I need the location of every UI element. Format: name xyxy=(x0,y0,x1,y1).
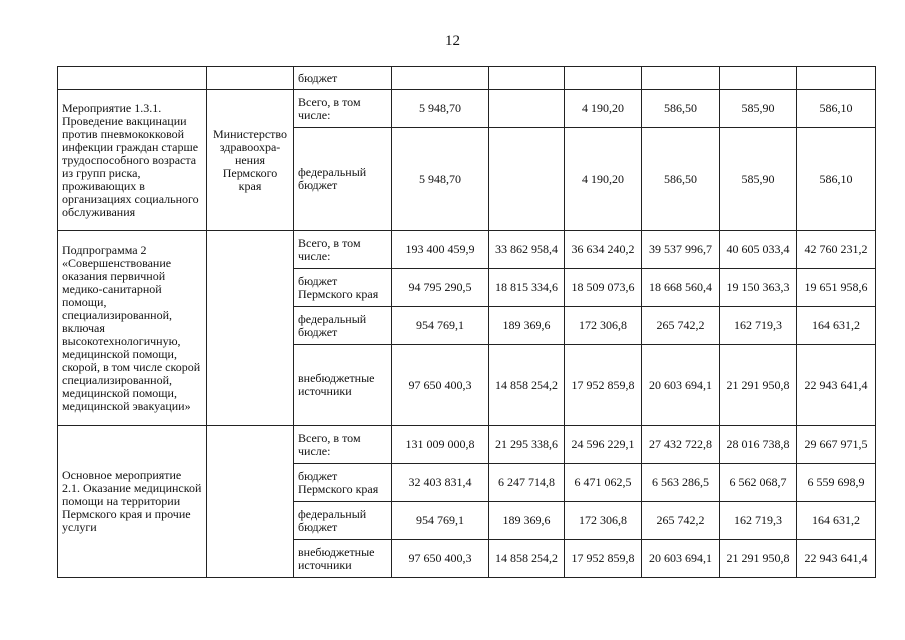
value-cell: 17 952 859,8 xyxy=(565,540,642,578)
value-cell: 20 603 694,1 xyxy=(642,540,720,578)
value-cell: 954 769,1 xyxy=(392,307,489,345)
value-cell: 265 742,2 xyxy=(642,502,720,540)
value-cell: 18 509 073,6 xyxy=(565,269,642,307)
value-cell: 14 858 254,2 xyxy=(489,540,565,578)
value-cell: 42 760 231,2 xyxy=(797,231,876,269)
value-cell: 6 471 062,5 xyxy=(565,464,642,502)
value-cell: 6 562 068,7 xyxy=(720,464,797,502)
value-cell: 585,90 xyxy=(720,90,797,128)
value-cell: 27 432 722,8 xyxy=(642,426,720,464)
value-cell: 32 403 831,4 xyxy=(392,464,489,502)
value-cell: 586,50 xyxy=(642,128,720,231)
value-cell: 28 016 738,8 xyxy=(720,426,797,464)
program-name-cell xyxy=(58,67,207,90)
value-cell: 40 605 033,4 xyxy=(720,231,797,269)
value-cell xyxy=(489,67,565,90)
value-cell: 36 634 240,2 xyxy=(565,231,642,269)
executor-cell xyxy=(207,231,294,426)
value-cell: 97 650 400,3 xyxy=(392,345,489,426)
value-cell: 21 295 338,6 xyxy=(489,426,565,464)
funding-source-cell: внебюджетные источники xyxy=(294,345,392,426)
value-cell: 164 631,2 xyxy=(797,502,876,540)
value-cell: 172 306,8 xyxy=(565,502,642,540)
value-cell: 21 291 950,8 xyxy=(720,540,797,578)
value-cell: 6 563 286,5 xyxy=(642,464,720,502)
value-cell: 162 719,3 xyxy=(720,307,797,345)
funding-source-cell: бюджет xyxy=(294,67,392,90)
value-cell: 164 631,2 xyxy=(797,307,876,345)
table-row xyxy=(58,426,876,464)
value-cell: 193 400 459,9 xyxy=(392,231,489,269)
value-cell xyxy=(642,67,720,90)
program-name-cell: Основное мероприятие 2.1. Оказание медицинской помощи на территории Пермского края и прочие услуги xyxy=(58,426,207,578)
value-cell xyxy=(720,67,797,90)
value-cell: 97 650 400,3 xyxy=(392,540,489,578)
value-cell: 24 596 229,1 xyxy=(565,426,642,464)
value-cell xyxy=(489,90,565,128)
value-cell: 189 369,6 xyxy=(489,307,565,345)
executor-cell xyxy=(207,426,294,578)
value-cell: 18 815 334,6 xyxy=(489,269,565,307)
value-cell: 586,10 xyxy=(797,90,876,128)
value-cell xyxy=(565,67,642,90)
table-row xyxy=(58,90,876,128)
value-cell: 954 769,1 xyxy=(392,502,489,540)
funding-source-cell: Всего, в том числе: xyxy=(294,426,392,464)
value-cell: 94 795 290,5 xyxy=(392,269,489,307)
funding-source-cell: внебюджетные источники xyxy=(294,540,392,578)
value-cell: 162 719,3 xyxy=(720,502,797,540)
value-cell xyxy=(797,67,876,90)
funding-source-cell: Всего, в том числе: xyxy=(294,90,392,128)
value-cell: 585,90 xyxy=(720,128,797,231)
value-cell: 6 559 698,9 xyxy=(797,464,876,502)
value-cell: 189 369,6 xyxy=(489,502,565,540)
value-cell xyxy=(392,67,489,90)
value-cell: 33 862 958,4 xyxy=(489,231,565,269)
executor-cell: Министерство здравоохра-нения Пермского края xyxy=(207,90,294,231)
value-cell: 172 306,8 xyxy=(565,307,642,345)
value-cell: 586,50 xyxy=(642,90,720,128)
value-cell: 21 291 950,8 xyxy=(720,345,797,426)
value-cell: 19 150 363,3 xyxy=(720,269,797,307)
funding-source-cell: федеральный бюджет xyxy=(294,307,392,345)
program-name-cell: Мероприятие 1.3.1. Проведение вакцинации против пневмококковой инфекции граждан старше трудоспособного возраста из групп риска, проживающих в организациях социального обслуживания xyxy=(58,90,207,231)
value-cell: 14 858 254,2 xyxy=(489,345,565,426)
page-number: 12 xyxy=(445,33,460,49)
value-cell: 18 668 560,4 xyxy=(642,269,720,307)
table-row xyxy=(58,231,876,269)
value-cell: 29 667 971,5 xyxy=(797,426,876,464)
value-cell: 4 190,20 xyxy=(565,90,642,128)
value-cell: 131 009 000,8 xyxy=(392,426,489,464)
value-cell xyxy=(489,128,565,231)
value-cell: 6 247 714,8 xyxy=(489,464,565,502)
funding-source-cell: федеральный бюджет xyxy=(294,128,392,231)
value-cell: 4 190,20 xyxy=(565,128,642,231)
value-cell: 20 603 694,1 xyxy=(642,345,720,426)
value-cell: 22 943 641,4 xyxy=(797,540,876,578)
executor-cell xyxy=(207,67,294,90)
program-name-cell: Подпрограмма 2 «Совершенствование оказания первичной медико-санитарной помощи, специализированной, включая высокотехнологичную, медицинской помощи, скорой, в том числе скорой специализированной, медицинской помощи, медицинской эвакуации» xyxy=(58,231,207,426)
value-cell: 39 537 996,7 xyxy=(642,231,720,269)
value-cell: 19 651 958,6 xyxy=(797,269,876,307)
funding-source-cell: бюджет Пермского края xyxy=(294,269,392,307)
funding-source-cell: бюджет Пермского края xyxy=(294,464,392,502)
value-cell: 265 742,2 xyxy=(642,307,720,345)
value-cell: 5 948,70 xyxy=(392,90,489,128)
value-cell: 17 952 859,8 xyxy=(565,345,642,426)
value-cell: 5 948,70 xyxy=(392,128,489,231)
funding-source-cell: федеральный бюджет xyxy=(294,502,392,540)
value-cell: 22 943 641,4 xyxy=(797,345,876,426)
funding-source-cell: Всего, в том числе: xyxy=(294,231,392,269)
budget-table xyxy=(57,66,876,578)
table-row xyxy=(58,67,876,90)
value-cell: 586,10 xyxy=(797,128,876,231)
